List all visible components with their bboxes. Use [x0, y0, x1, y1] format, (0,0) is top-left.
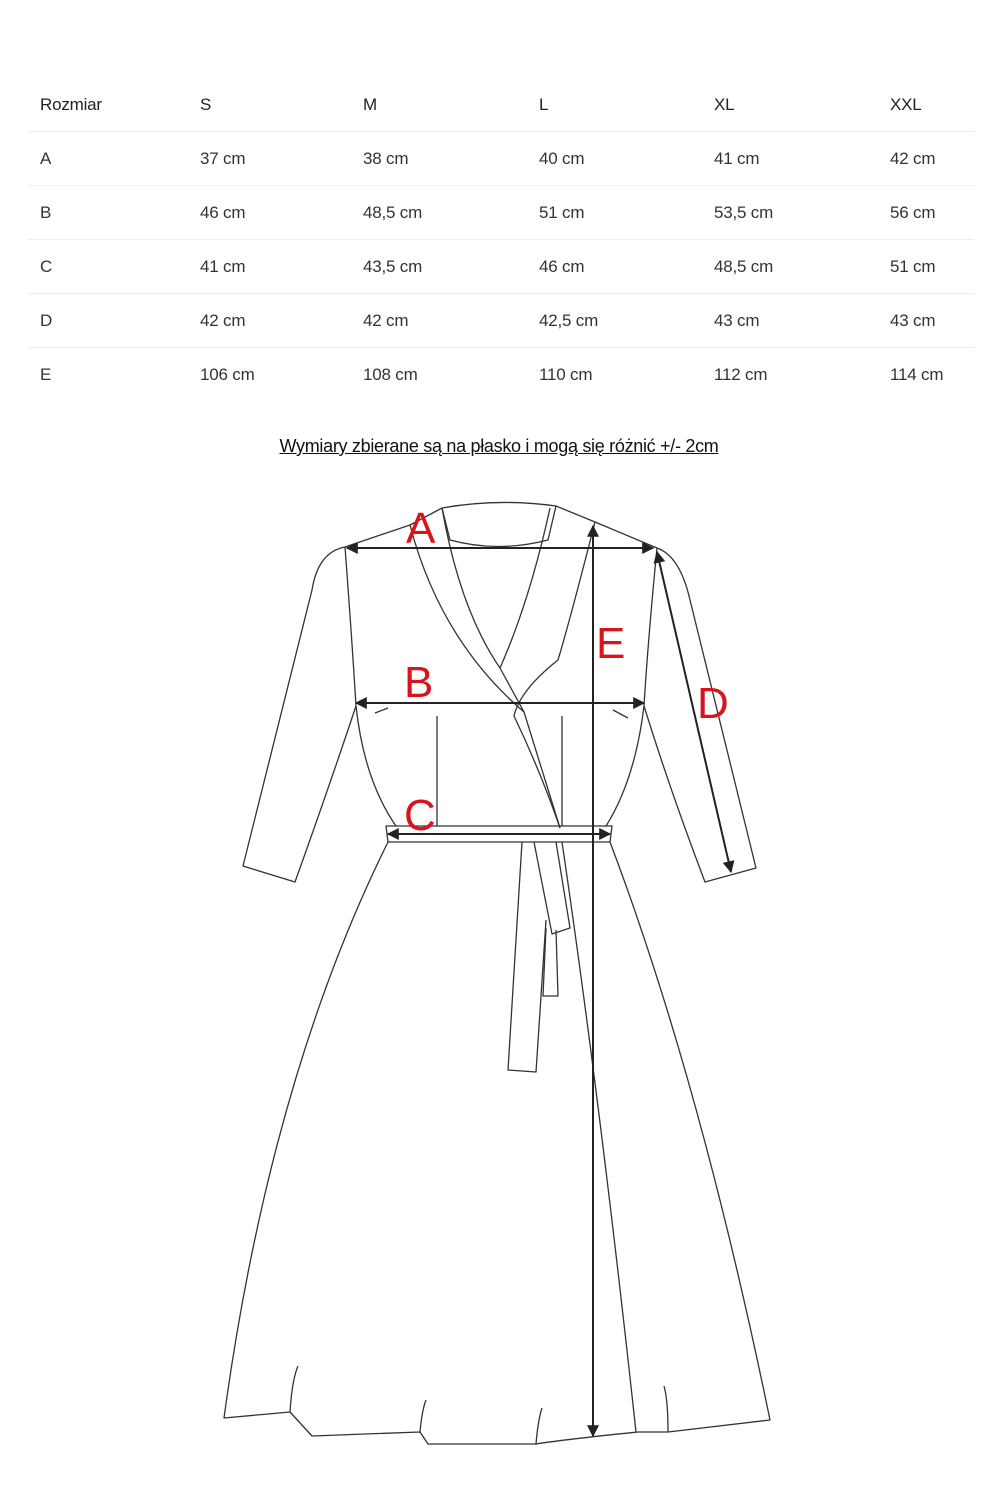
header-size-xxl: XXL	[878, 78, 974, 132]
table-cell: 42 cm	[188, 294, 351, 348]
dress-outline	[224, 502, 770, 1444]
label-a: A	[406, 504, 436, 553]
table-cell: 108 cm	[363, 364, 418, 384]
table-row	[28, 240, 974, 294]
label-e: E	[596, 619, 626, 668]
table-cell: 41 cm	[188, 240, 351, 294]
measurement-note: Wymiary zbierane są na płasko i mogą się różnić +/- 2cm	[279, 436, 719, 456]
row-label: C	[28, 240, 188, 294]
table-row	[28, 132, 974, 186]
left-sleeve	[243, 547, 356, 882]
table-cell: 46 cm	[527, 240, 702, 294]
table-cell: 112 cm	[714, 364, 768, 384]
table-header-row	[28, 78, 974, 132]
table-cell: 43 cm	[878, 294, 974, 348]
header-size-m: M	[351, 78, 527, 132]
dress-measurement-diagram	[0, 490, 1000, 1460]
table-cell: 48,5 cm	[702, 240, 878, 294]
table-cell: 43 cm	[702, 294, 878, 348]
table-cell: 110 cm	[539, 364, 593, 384]
label-d: D	[697, 679, 729, 728]
table-cell: 42 cm	[878, 132, 974, 186]
table-row	[28, 186, 974, 240]
skirt	[224, 842, 770, 1444]
measurement-labels	[404, 504, 729, 840]
header-size-label: Rozmiar	[28, 78, 188, 132]
table-cell: 114 cm	[890, 364, 944, 384]
table-cell: 51 cm	[527, 186, 702, 240]
table-cell: 43,5 cm	[351, 240, 527, 294]
header-size-l: L	[527, 78, 702, 132]
table-cell: 51 cm	[878, 240, 974, 294]
table-cell: 41 cm	[702, 132, 878, 186]
row-label: A	[28, 132, 188, 186]
table-cell: 56 cm	[878, 186, 974, 240]
header-size-xl: XL	[702, 78, 878, 132]
table-cell: 48,5 cm	[351, 186, 527, 240]
table-cell: 38 cm	[351, 132, 527, 186]
table-cell: 53,5 cm	[702, 186, 878, 240]
label-b: B	[404, 658, 434, 707]
table-row	[28, 294, 974, 348]
row-label: D	[28, 294, 188, 348]
table-row	[28, 348, 974, 402]
table-cell: 46 cm	[188, 186, 351, 240]
table-cell: 42,5 cm	[527, 294, 702, 348]
table-cell: 37 cm	[188, 132, 351, 186]
header-size-s: S	[188, 78, 351, 132]
label-c: C	[404, 791, 436, 840]
size-table	[28, 78, 974, 401]
table-cell: 106 cm	[200, 364, 255, 384]
table-cell: 42 cm	[351, 294, 527, 348]
row-label: B	[28, 186, 188, 240]
table-cell: 40 cm	[527, 132, 702, 186]
row-label: E	[40, 364, 52, 384]
